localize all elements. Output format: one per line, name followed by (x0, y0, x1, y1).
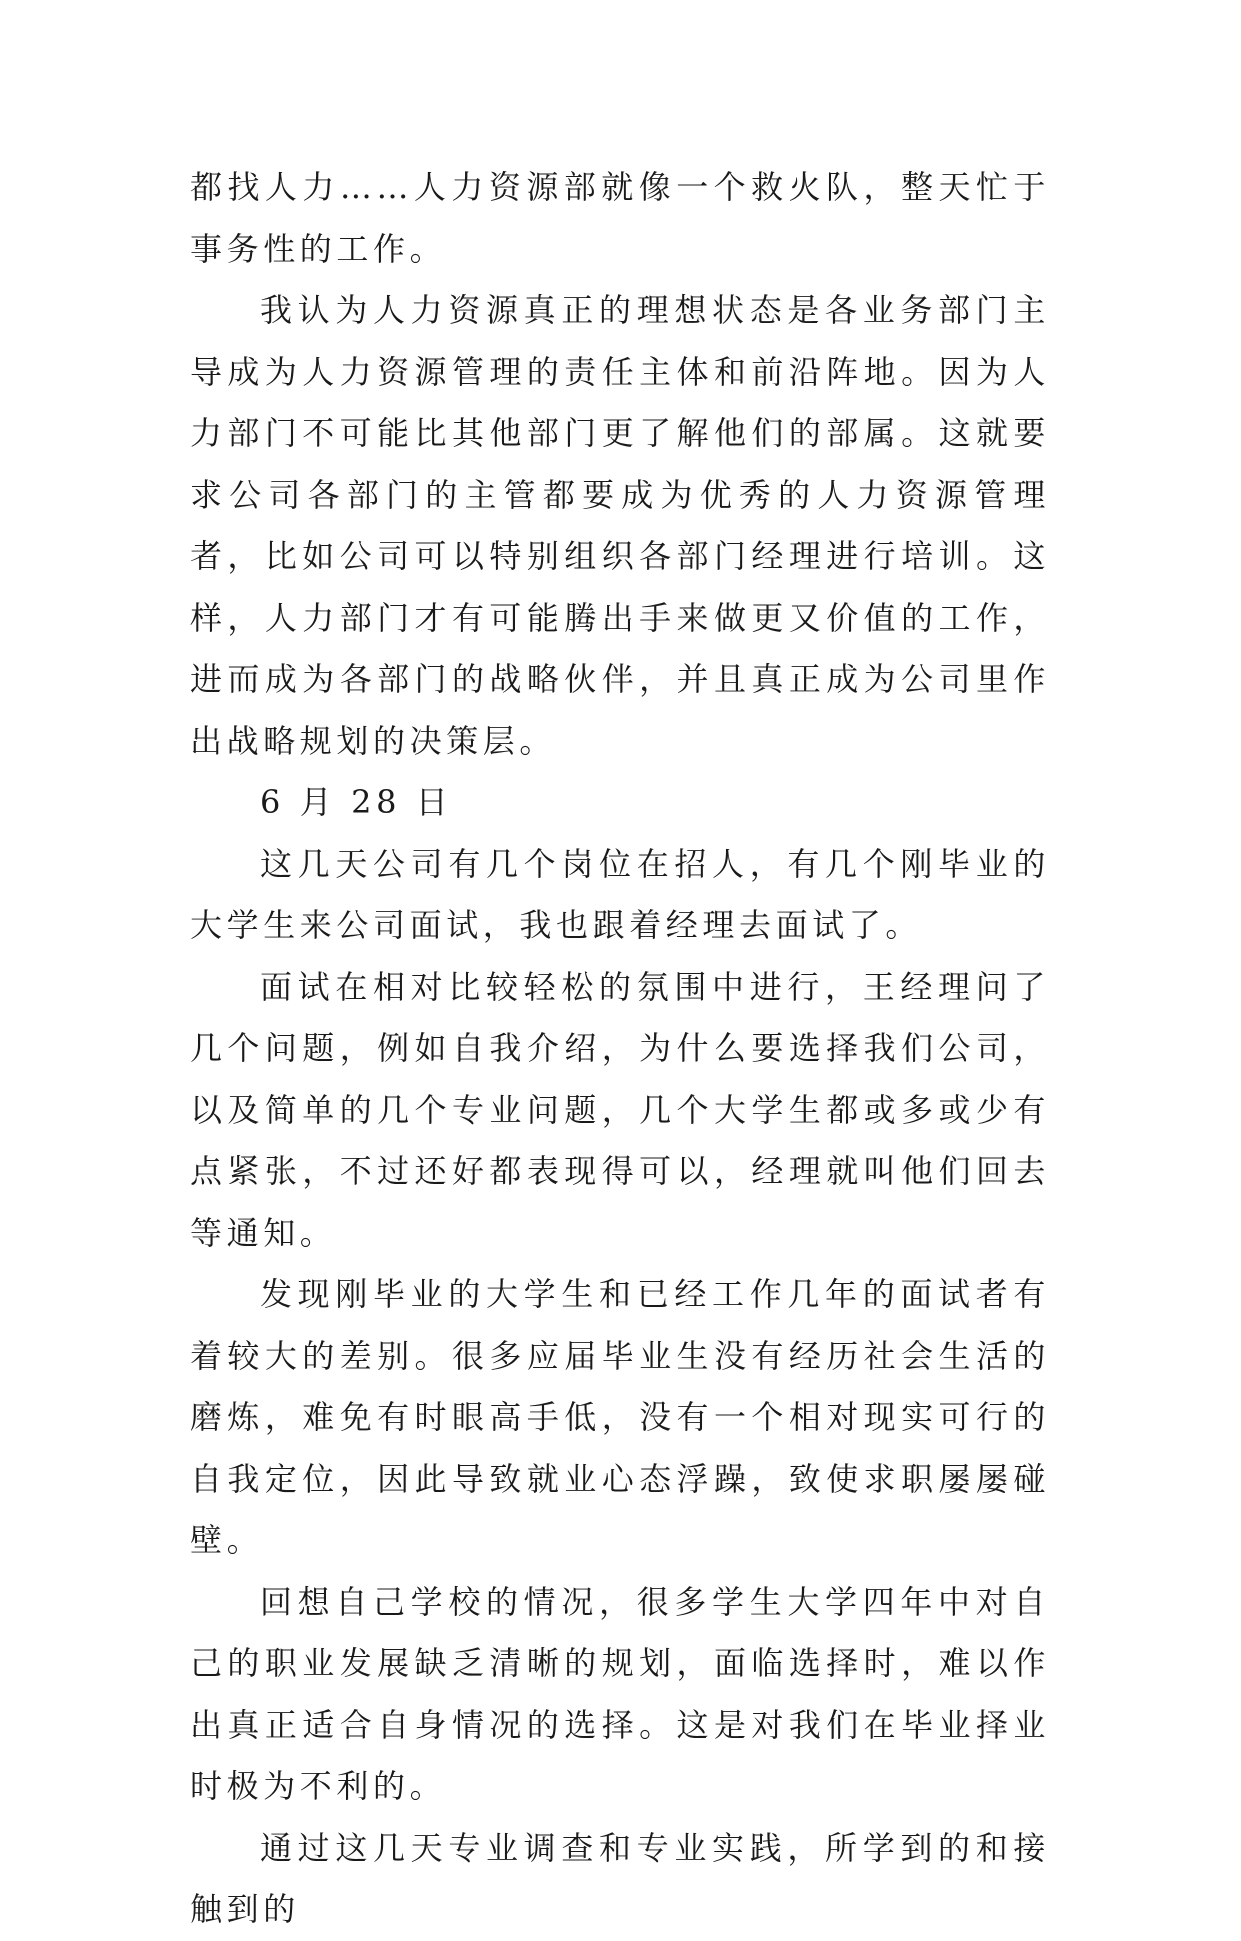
paragraph-4: 面试在相对比较轻松的氛围中进行，王经理问了几个问题，例如自我介绍，为什么要选择我们公司，以及简单的几个专业问题，几个大学生都或多或少有点紧张，不过还好都表现得可以，经理就叫他们回去等通知。 (190, 967, 1050, 1252)
date-heading: 6 月 28 日 (260, 783, 453, 821)
paragraph-7: 通过这几天专业调查和专业实践，所学到的和接触到的 (190, 1828, 1050, 1928)
paragraph-2: 我认为人力资源真正的理想状态是各业务部门主导成为人力资源管理的责任主体和前沿阵地。因为人力部门不可能比其他部门更了解他们的部属。这就要求公司各部门的主管都要成为优秀的人力资源管理者，比如公司可以特别组织各部门经理进行培训。这样，人力部门才有可能腾出手来做更又价值的工作，进而成为各部门的战略伙伴，并且真正成为公司里作出战略规划的决策层。 (190, 291, 1050, 760)
paragraph-6: 回想自己学校的情况，很多学生大学四年中对自己的职业发展缺乏清晰的规划，面临选择时，难以作出真正适合自身情况的选择。这是对我们在毕业择业时极为不利的。 (190, 1582, 1050, 1805)
paragraph-1: 都找人力……人力资源部就像一个救火队，整天忙于事务性的工作。 (190, 168, 1050, 268)
paragraph-5: 发现刚毕业的大学生和已经工作几年的面试者有着较大的差别。很多应届毕业生没有经历社会生活的磨炼，难免有时眼高手低，没有一个相对现实可行的自我定位，因此导致就业心态浮躁，致使求职屡屡碰壁。 (190, 1275, 1050, 1559)
document-body (190, 157, 1050, 1941)
paragraph-3: 这几天公司有几个岗位在招人，有几个刚毕业的大学生来公司面试，我也跟着经理去面试了。 (190, 844, 1050, 944)
